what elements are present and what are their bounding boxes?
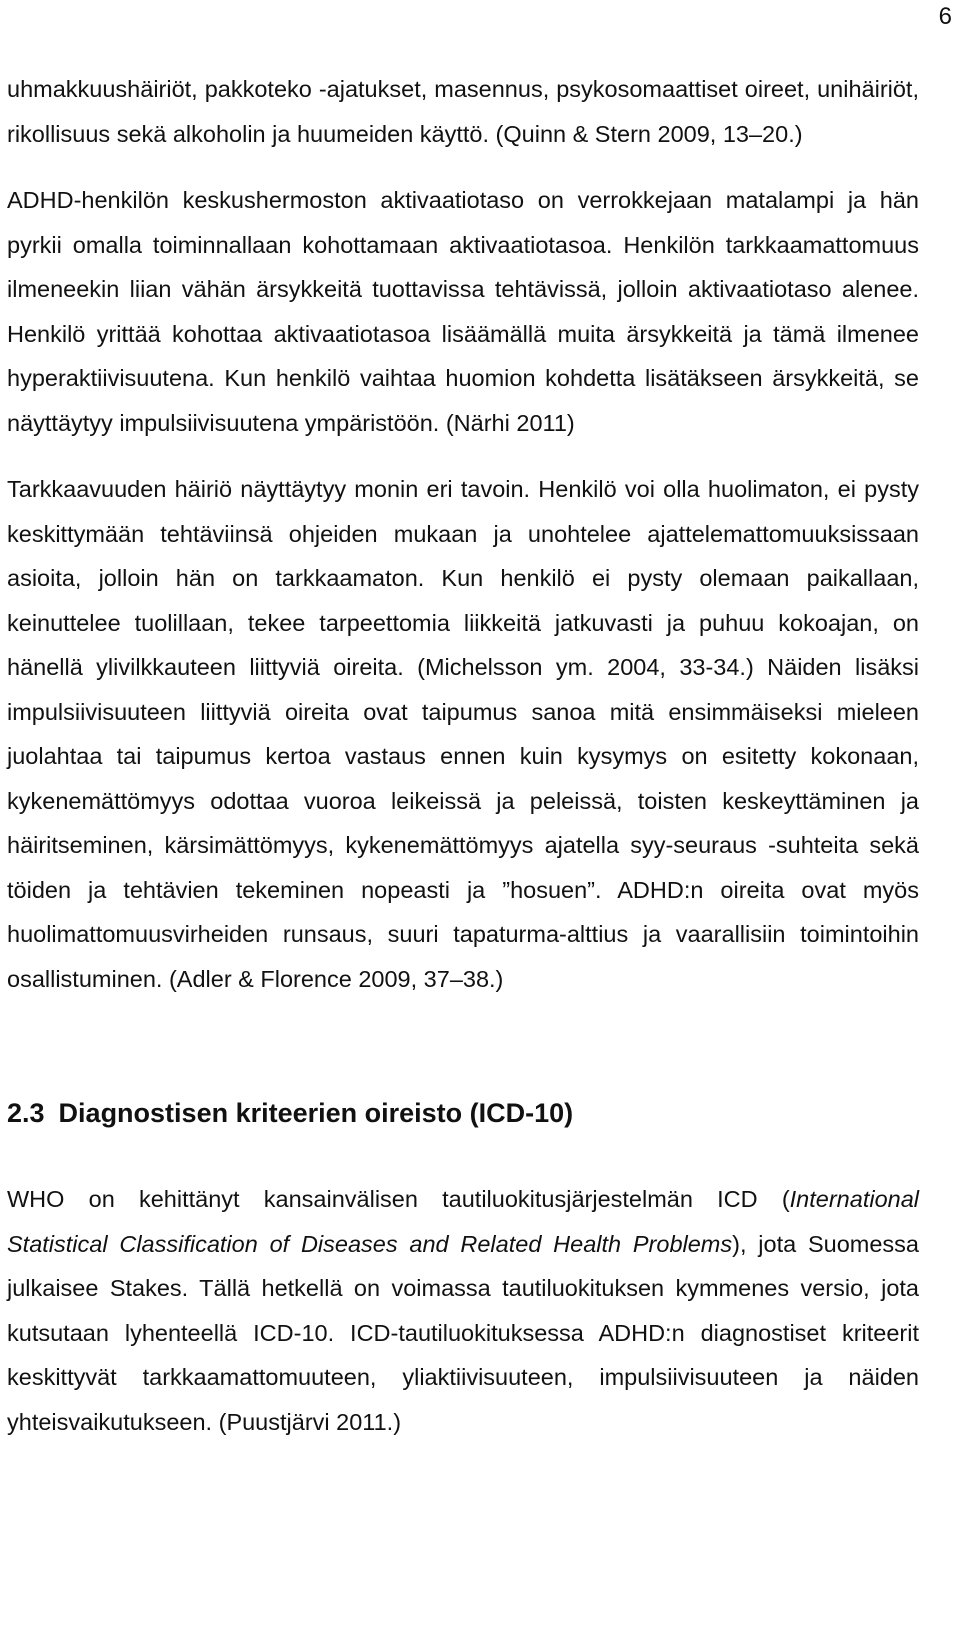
document-body: [7, 67, 919, 1444]
paragraph-1: uhmakkuushäiriöt, pakkoteko -ajatukset, masennus, psykosomaattiset oireet, unihäiriöt, rikollisuus sekä alkoholin ja huumeiden käyttö. (Quinn & Stern 2009, 13–20.): [7, 76, 919, 147]
paragraph-3: Tarkkaavuuden häiriö näyttäytyy monin eri tavoin. Henkilö voi olla huolimaton, ei pysty keskittymään tehtäviinsä ohjeiden mukaan ja unohtelee ajattelemattomuuksissaan asioita, jolloin hän on tarkkaamaton. Kun henkilö ei pysty olemaan paikallaan, keinuttelee tuolillaan, tekee tarpeettomia liikkeitä jatkuvasti ja puhuu kokoajan, on hänellä ylivilkkauteen liittyviä oireita. (Michelsson ym. 2004, 33-34.) Näiden lisäksi impulsiivisuuteen liittyviä oireita ovat taipumus sanoa mitä ensimmäiseksi mieleen juolahtaa tai taipumus kertoa vastaus ennen kuin kysymys on esitetty kokonaan, kykenemättömyys odottaa vuoroa leikeissä ja peleissä, toisten keskeyttäminen ja häiritseminen, kärsimättömyys, kykenemättömyys ajatella syy-seuraus -suhteita sekä töiden ja tehtävien tekeminen nopeasti ja ”hosuen”. ADHD:n oireita ovat myös huolimattomuusvirheiden runsaus, suuri tapaturma-alttius ja vaarallisiin toimintoihin osallistuminen. (Adler & Florence 2009, 37–38.): [7, 476, 919, 992]
paragraph-4-text-start: WHO on kehittänyt kansainvälisen tautiluokitusjärjestelmän ICD (: [7, 1186, 790, 1212]
paragraph-2: ADHD-henkilön keskushermoston aktivaatiotaso on verrokkejaan matalampi ja hän pyrkii omalla toiminnallaan kohottamaan aktivaatiotasoa. Henkilön tarkkaamattomuus ilmeneekin liian vähän ärsykkeitä tuottavissa tehtävissä, jolloin aktivaatiotaso alenee. Henkilö yrittää kohottaa aktivaatiotasoa lisäämällä muita ärsykkeitä ja tämä ilmenee hyperaktiivisuutena. Kun henkilö vaihtaa huomion kohdetta lisätäkseen ärsykkeitä, se näyttäytyy impulsiivisuutena ympäristöön. (Närhi 2011): [7, 187, 919, 436]
section-heading: [7, 1095, 919, 1131]
section-number: 2.3: [7, 1098, 45, 1128]
page-number: 6: [938, 3, 952, 30]
paragraph-4-text-end: ), jota Suomessa julkaisee Stakes. Tällä hetkellä on voimassa tautiluokituksen kymmenes versio, jota kutsutaan lyhenteellä ICD-10. ICD-tautiluokituksessa ADHD:n diagnostiset kriteerit keskittyvät tarkkaamattomuuteen, yliaktiivisuuteen, impulsiivisuuteen ja näiden yhteisvaikutukseen. (Puustjärvi 2011.): [7, 1230, 919, 1435]
section-title: Diagnostisen kriteerien oireisto (ICD-10): [58, 1098, 574, 1128]
paragraph-4-italic-title: International Statistical Classification of Diseases and Related Health Problems: [7, 1186, 919, 1257]
paragraph-4: [7, 1177, 919, 1444]
